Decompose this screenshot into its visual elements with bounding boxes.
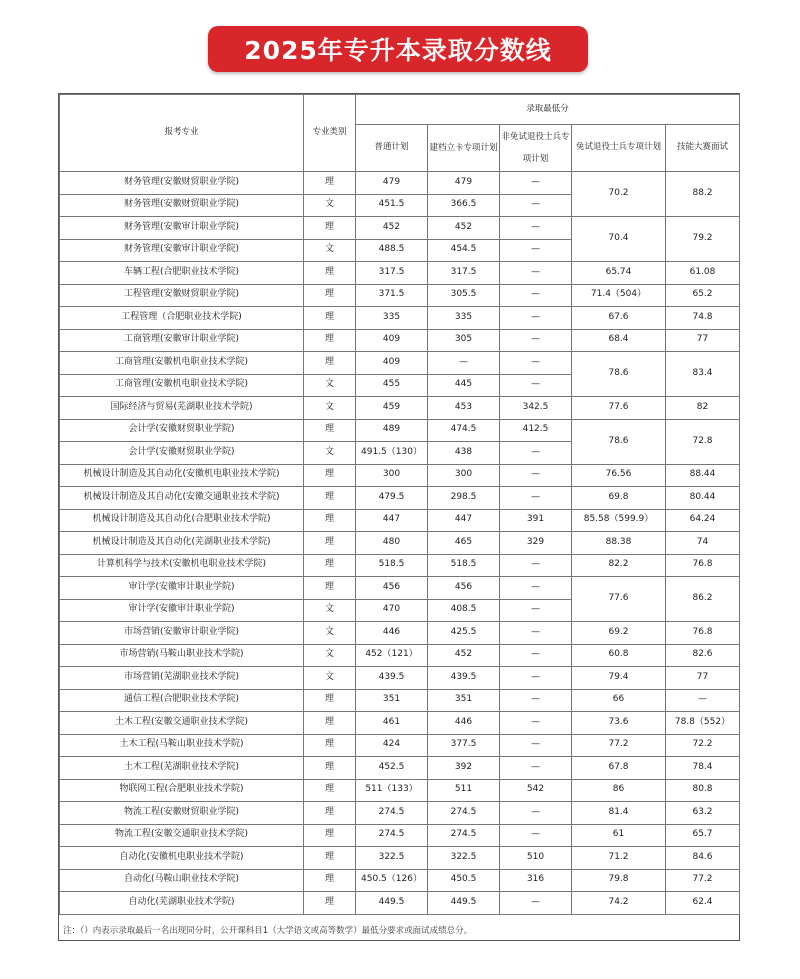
header-veteran-exempt: 免试退役士兵专项计划 (572, 125, 666, 172)
category-cell: 文 (304, 397, 356, 420)
major-cell: 计算机科学与技术(安徽机电职业技术学院) (60, 554, 304, 577)
registered-plan-cell: 274.5 (428, 824, 500, 847)
table-row (60, 622, 740, 645)
regular-plan-cell: 488.5 (356, 239, 428, 262)
skills-interview-cell: 64.24 (666, 509, 740, 532)
regular-plan-cell: 480 (356, 532, 428, 555)
veteran-exempt-cell: 74.2 (572, 892, 666, 915)
category-cell: 文 (304, 374, 356, 397)
veteran-exempt-cell: 60.8 (572, 644, 666, 667)
page-title: 2025年专升本录取分数线 (244, 36, 552, 65)
table-row (60, 667, 740, 690)
major-cell: 市场营销(安徽审计职业学院) (60, 622, 304, 645)
category-cell: 理 (304, 352, 356, 375)
major-cell: 机械设计制造及其自动化(芜湖职业技术学院) (60, 532, 304, 555)
score-table (59, 94, 740, 915)
major-cell: 财务管理(安徽财贸职业学院) (60, 172, 304, 195)
major-cell: 土木工程(芜湖职业技术学院) (60, 757, 304, 780)
veteran-exempt-cell: 71.2 (572, 847, 666, 870)
major-cell: 机械设计制造及其自动化(安徽交通职业技术学院) (60, 487, 304, 510)
veteran-non-exempt-cell: — (500, 757, 572, 780)
veteran-exempt-cell: 88.38 (572, 532, 666, 555)
header-major: 报考专业 (60, 95, 304, 172)
category-cell: 理 (304, 487, 356, 510)
regular-plan-cell: 452（121） (356, 644, 428, 667)
registered-plan-cell: 274.5 (428, 802, 500, 825)
veteran-exempt-cell: 77.6 (572, 577, 666, 622)
table-row (60, 352, 740, 375)
veteran-non-exempt-cell: 412.5 (500, 419, 572, 442)
regular-plan-cell: 479.5 (356, 487, 428, 510)
regular-plan-cell: 424 (356, 734, 428, 757)
regular-plan-cell: 456 (356, 577, 428, 600)
veteran-non-exempt-cell: — (500, 824, 572, 847)
category-cell: 文 (304, 599, 356, 622)
veteran-non-exempt-cell: — (500, 554, 572, 577)
major-cell: 通信工程(合肥职业技术学院) (60, 689, 304, 712)
category-cell: 理 (304, 847, 356, 870)
veteran-non-exempt-cell: — (500, 734, 572, 757)
registered-plan-cell: 447 (428, 509, 500, 532)
veteran-non-exempt-cell: — (500, 194, 572, 217)
table-row (60, 397, 740, 420)
skills-interview-cell: 72.8 (666, 419, 740, 464)
registered-plan-cell: 456 (428, 577, 500, 600)
veteran-exempt-cell: 77.6 (572, 397, 666, 420)
header-veteran-non-exempt: 非免试退役士兵专项计划 (500, 125, 572, 172)
major-cell: 自动化(马鞍山职业技术学院) (60, 869, 304, 892)
category-cell: 理 (304, 419, 356, 442)
skills-interview-cell: 65.2 (666, 284, 740, 307)
veteran-non-exempt-cell: — (500, 284, 572, 307)
major-cell: 审计学(安徽审计职业学院) (60, 599, 304, 622)
category-cell: 理 (304, 734, 356, 757)
veteran-exempt-cell: 70.4 (572, 217, 666, 262)
table-row (60, 824, 740, 847)
skills-interview-cell: 76.8 (666, 622, 740, 645)
regular-plan-cell: 452 (356, 217, 428, 240)
veteran-non-exempt-cell: 542 (500, 779, 572, 802)
skills-interview-cell: — (666, 689, 740, 712)
table-row (60, 284, 740, 307)
major-cell: 工商管理(安徽机电职业技术学院) (60, 374, 304, 397)
skills-interview-cell: 74 (666, 532, 740, 555)
header-registered-plan: 建档立卡专项计划 (428, 125, 500, 172)
veteran-non-exempt-cell: — (500, 712, 572, 735)
category-cell: 文 (304, 239, 356, 262)
registered-plan-cell: 446 (428, 712, 500, 735)
skills-interview-cell: 88.2 (666, 172, 740, 217)
skills-interview-cell: 65.7 (666, 824, 740, 847)
veteran-exempt-cell: 67.6 (572, 307, 666, 330)
veteran-exempt-cell: 70.2 (572, 172, 666, 217)
regular-plan-cell: 351 (356, 689, 428, 712)
regular-plan-cell: 459 (356, 397, 428, 420)
header-min-score-group: 录取最低分 (356, 95, 740, 125)
table-row (60, 262, 740, 285)
veteran-non-exempt-cell: — (500, 802, 572, 825)
major-cell: 会计学(安徽财贸职业学院) (60, 419, 304, 442)
major-cell: 工程管理（合肥职业技术学院) (60, 307, 304, 330)
veteran-non-exempt-cell: — (500, 464, 572, 487)
veteran-exempt-cell: 68.4 (572, 329, 666, 352)
table-row (60, 554, 740, 577)
registered-plan-cell: 518.5 (428, 554, 500, 577)
major-cell: 车辆工程(合肥职业技术学院) (60, 262, 304, 285)
major-cell: 机械设计制造及其自动化(合肥职业技术学院) (60, 509, 304, 532)
regular-plan-cell: 491.5（130） (356, 442, 428, 465)
major-cell: 工商管理(安徽机电职业技术学院) (60, 352, 304, 375)
category-cell: 理 (304, 802, 356, 825)
veteran-non-exempt-cell: — (500, 239, 572, 262)
table-row (60, 712, 740, 735)
registered-plan-cell: 425.5 (428, 622, 500, 645)
skills-interview-cell: 88.44 (666, 464, 740, 487)
skills-interview-cell: 76.8 (666, 554, 740, 577)
regular-plan-cell: 461 (356, 712, 428, 735)
table-row (60, 869, 740, 892)
skills-interview-cell: 77 (666, 329, 740, 352)
veteran-exempt-cell: 66 (572, 689, 666, 712)
category-cell: 理 (304, 869, 356, 892)
major-cell: 财务管理(安徽财贸职业学院) (60, 194, 304, 217)
veteran-non-exempt-cell: 391 (500, 509, 572, 532)
veteran-exempt-cell: 77.2 (572, 734, 666, 757)
category-cell: 理 (304, 262, 356, 285)
veteran-exempt-cell: 78.6 (572, 352, 666, 397)
major-cell: 物联网工程(合肥职业技术学院) (60, 779, 304, 802)
veteran-non-exempt-cell: 342.5 (500, 397, 572, 420)
major-cell: 机械设计制造及其自动化(安徽机电职业技术学院) (60, 464, 304, 487)
table-row (60, 802, 740, 825)
veteran-non-exempt-cell: — (500, 892, 572, 915)
skills-interview-cell: 78.4 (666, 757, 740, 780)
title-banner (208, 26, 588, 72)
category-cell: 理 (304, 779, 356, 802)
skills-interview-cell: 79.2 (666, 217, 740, 262)
major-cell: 物流工程(安徽财贸职业学院) (60, 802, 304, 825)
category-cell: 文 (304, 667, 356, 690)
table-row (60, 847, 740, 870)
veteran-non-exempt-cell: — (500, 487, 572, 510)
table-row (60, 464, 740, 487)
regular-plan-cell: 335 (356, 307, 428, 330)
header-category: 专业类别 (304, 95, 356, 172)
skills-interview-cell: 84.6 (666, 847, 740, 870)
score-table-sheet (58, 93, 740, 941)
table-row (60, 419, 740, 442)
registered-plan-cell: 377.5 (428, 734, 500, 757)
regular-plan-cell: 452.5 (356, 757, 428, 780)
major-cell: 会计学(安徽财贸职业学院) (60, 442, 304, 465)
veteran-exempt-cell: 81.4 (572, 802, 666, 825)
skills-interview-cell: 78.8（552） (666, 712, 740, 735)
regular-plan-cell: 409 (356, 329, 428, 352)
registered-plan-cell: 298.5 (428, 487, 500, 510)
regular-plan-cell: 274.5 (356, 824, 428, 847)
category-cell: 理 (304, 532, 356, 555)
registered-plan-cell: 305.5 (428, 284, 500, 307)
table-row (60, 757, 740, 780)
veteran-non-exempt-cell: — (500, 622, 572, 645)
category-cell: 理 (304, 329, 356, 352)
table-row (60, 509, 740, 532)
category-cell: 理 (304, 712, 356, 735)
category-cell: 文 (304, 442, 356, 465)
table-row (60, 487, 740, 510)
veteran-exempt-cell: 86 (572, 779, 666, 802)
major-cell: 土木工程(马鞍山职业技术学院) (60, 734, 304, 757)
major-cell: 市场营销(芜湖职业技术学院) (60, 667, 304, 690)
major-cell: 工商管理(安徽审计职业学院) (60, 329, 304, 352)
veteran-exempt-cell: 61 (572, 824, 666, 847)
major-cell: 工程管理(安徽财贸职业学院) (60, 284, 304, 307)
table-body (60, 172, 740, 915)
veteran-exempt-cell: 82.2 (572, 554, 666, 577)
registered-plan-cell: 317.5 (428, 262, 500, 285)
veteran-non-exempt-cell: — (500, 689, 572, 712)
veteran-non-exempt-cell: 329 (500, 532, 572, 555)
veteran-exempt-cell: 79.4 (572, 667, 666, 690)
registered-plan-cell: 392 (428, 757, 500, 780)
category-cell: 理 (304, 464, 356, 487)
veteran-non-exempt-cell: — (500, 172, 572, 195)
veteran-exempt-cell: 73.6 (572, 712, 666, 735)
header-regular-plan: 普通计划 (356, 125, 428, 172)
regular-plan-cell: 455 (356, 374, 428, 397)
major-cell: 自动化(芜湖职业技术学院) (60, 892, 304, 915)
veteran-exempt-cell: 65.74 (572, 262, 666, 285)
regular-plan-cell: 518.5 (356, 554, 428, 577)
category-cell: 理 (304, 307, 356, 330)
veteran-exempt-cell: 69.2 (572, 622, 666, 645)
veteran-non-exempt-cell: — (500, 217, 572, 240)
registered-plan-cell: 438 (428, 442, 500, 465)
category-cell: 理 (304, 757, 356, 780)
footnote: 注：（）内表示录取最后一名出现同分时，公开课科目1（大学语文或高等数学）最低分要求或面试成绩总分。 (63, 926, 473, 936)
veteran-non-exempt-cell: — (500, 442, 572, 465)
table-row (60, 689, 740, 712)
registered-plan-cell: 511 (428, 779, 500, 802)
registered-plan-cell: 366.5 (428, 194, 500, 217)
category-cell: 理 (304, 577, 356, 600)
skills-interview-cell: 63.2 (666, 802, 740, 825)
skills-interview-cell: 80.8 (666, 779, 740, 802)
major-cell: 财务管理(安徽审计职业学院) (60, 239, 304, 262)
registered-plan-cell: 300 (428, 464, 500, 487)
veteran-non-exempt-cell: 316 (500, 869, 572, 892)
registered-plan-cell: 445 (428, 374, 500, 397)
table-row (60, 892, 740, 915)
registered-plan-cell: 450.5 (428, 869, 500, 892)
skills-interview-cell: 72.2 (666, 734, 740, 757)
major-cell: 财务管理(安徽审计职业学院) (60, 217, 304, 240)
veteran-non-exempt-cell: — (500, 577, 572, 600)
veteran-exempt-cell: 79.8 (572, 869, 666, 892)
table-row (60, 329, 740, 352)
table-row (60, 172, 740, 195)
veteran-non-exempt-cell: — (500, 352, 572, 375)
skills-interview-cell: 77.2 (666, 869, 740, 892)
veteran-non-exempt-cell: — (500, 644, 572, 667)
veteran-exempt-cell: 85.58（599.9） (572, 509, 666, 532)
table-row (60, 307, 740, 330)
category-cell: 文 (304, 622, 356, 645)
skills-interview-cell: 77 (666, 667, 740, 690)
category-cell: 文 (304, 644, 356, 667)
table-row (60, 644, 740, 667)
major-cell: 物流工程(安徽交通职业技术学院) (60, 824, 304, 847)
regular-plan-cell: 317.5 (356, 262, 428, 285)
registered-plan-cell: — (428, 352, 500, 375)
category-cell: 文 (304, 194, 356, 217)
category-cell: 理 (304, 172, 356, 195)
regular-plan-cell: 322.5 (356, 847, 428, 870)
regular-plan-cell: 479 (356, 172, 428, 195)
regular-plan-cell: 489 (356, 419, 428, 442)
category-cell: 理 (304, 284, 356, 307)
registered-plan-cell: 454.5 (428, 239, 500, 262)
major-cell: 国际经济与贸易(芜湖职业技术学院) (60, 397, 304, 420)
registered-plan-cell: 474.5 (428, 419, 500, 442)
category-cell: 理 (304, 892, 356, 915)
regular-plan-cell: 449.5 (356, 892, 428, 915)
skills-interview-cell: 86.2 (666, 577, 740, 622)
registered-plan-cell: 449.5 (428, 892, 500, 915)
veteran-non-exempt-cell: — (500, 329, 572, 352)
veteran-exempt-cell: 71.4（504） (572, 284, 666, 307)
registered-plan-cell: 452 (428, 644, 500, 667)
regular-plan-cell: 470 (356, 599, 428, 622)
regular-plan-cell: 447 (356, 509, 428, 532)
registered-plan-cell: 452 (428, 217, 500, 240)
skills-interview-cell: 82.6 (666, 644, 740, 667)
regular-plan-cell: 409 (356, 352, 428, 375)
header-skills-interview: 技能大赛面试 (666, 125, 740, 172)
major-cell: 市场营销(马鞍山职业技术学院) (60, 644, 304, 667)
header-row-1 (60, 95, 740, 125)
major-cell: 审计学(安徽审计职业学院) (60, 577, 304, 600)
regular-plan-cell: 511（133） (356, 779, 428, 802)
veteran-non-exempt-cell: — (500, 307, 572, 330)
skills-interview-cell: 74.8 (666, 307, 740, 330)
regular-plan-cell: 446 (356, 622, 428, 645)
registered-plan-cell: 322.5 (428, 847, 500, 870)
veteran-non-exempt-cell: 510 (500, 847, 572, 870)
registered-plan-cell: 408.5 (428, 599, 500, 622)
category-cell: 理 (304, 217, 356, 240)
registered-plan-cell: 439.5 (428, 667, 500, 690)
skills-interview-cell: 82 (666, 397, 740, 420)
veteran-non-exempt-cell: — (500, 599, 572, 622)
registered-plan-cell: 453 (428, 397, 500, 420)
category-cell: 理 (304, 824, 356, 847)
regular-plan-cell: 274.5 (356, 802, 428, 825)
regular-plan-cell: 371.5 (356, 284, 428, 307)
skills-interview-cell: 61.08 (666, 262, 740, 285)
table-row (60, 577, 740, 600)
skills-interview-cell: 80.44 (666, 487, 740, 510)
registered-plan-cell: 335 (428, 307, 500, 330)
registered-plan-cell: 465 (428, 532, 500, 555)
veteran-non-exempt-cell: — (500, 667, 572, 690)
major-cell: 土木工程(安徽交通职业技术学院) (60, 712, 304, 735)
regular-plan-cell: 300 (356, 464, 428, 487)
registered-plan-cell: 305 (428, 329, 500, 352)
registered-plan-cell: 351 (428, 689, 500, 712)
veteran-exempt-cell: 69.8 (572, 487, 666, 510)
table-row (60, 734, 740, 757)
veteran-exempt-cell: 78.6 (572, 419, 666, 464)
category-cell: 理 (304, 554, 356, 577)
veteran-non-exempt-cell: — (500, 374, 572, 397)
regular-plan-cell: 451.5 (356, 194, 428, 217)
veteran-non-exempt-cell: — (500, 262, 572, 285)
table-row (60, 779, 740, 802)
skills-interview-cell: 62.4 (666, 892, 740, 915)
category-cell: 理 (304, 689, 356, 712)
veteran-exempt-cell: 67.8 (572, 757, 666, 780)
regular-plan-cell: 450.5（126） (356, 869, 428, 892)
veteran-exempt-cell: 76.56 (572, 464, 666, 487)
regular-plan-cell: 439.5 (356, 667, 428, 690)
registered-plan-cell: 479 (428, 172, 500, 195)
table-row (60, 217, 740, 240)
major-cell: 自动化(安徽机电职业技术学院) (60, 847, 304, 870)
skills-interview-cell: 83.4 (666, 352, 740, 397)
category-cell: 理 (304, 509, 356, 532)
table-row (60, 532, 740, 555)
